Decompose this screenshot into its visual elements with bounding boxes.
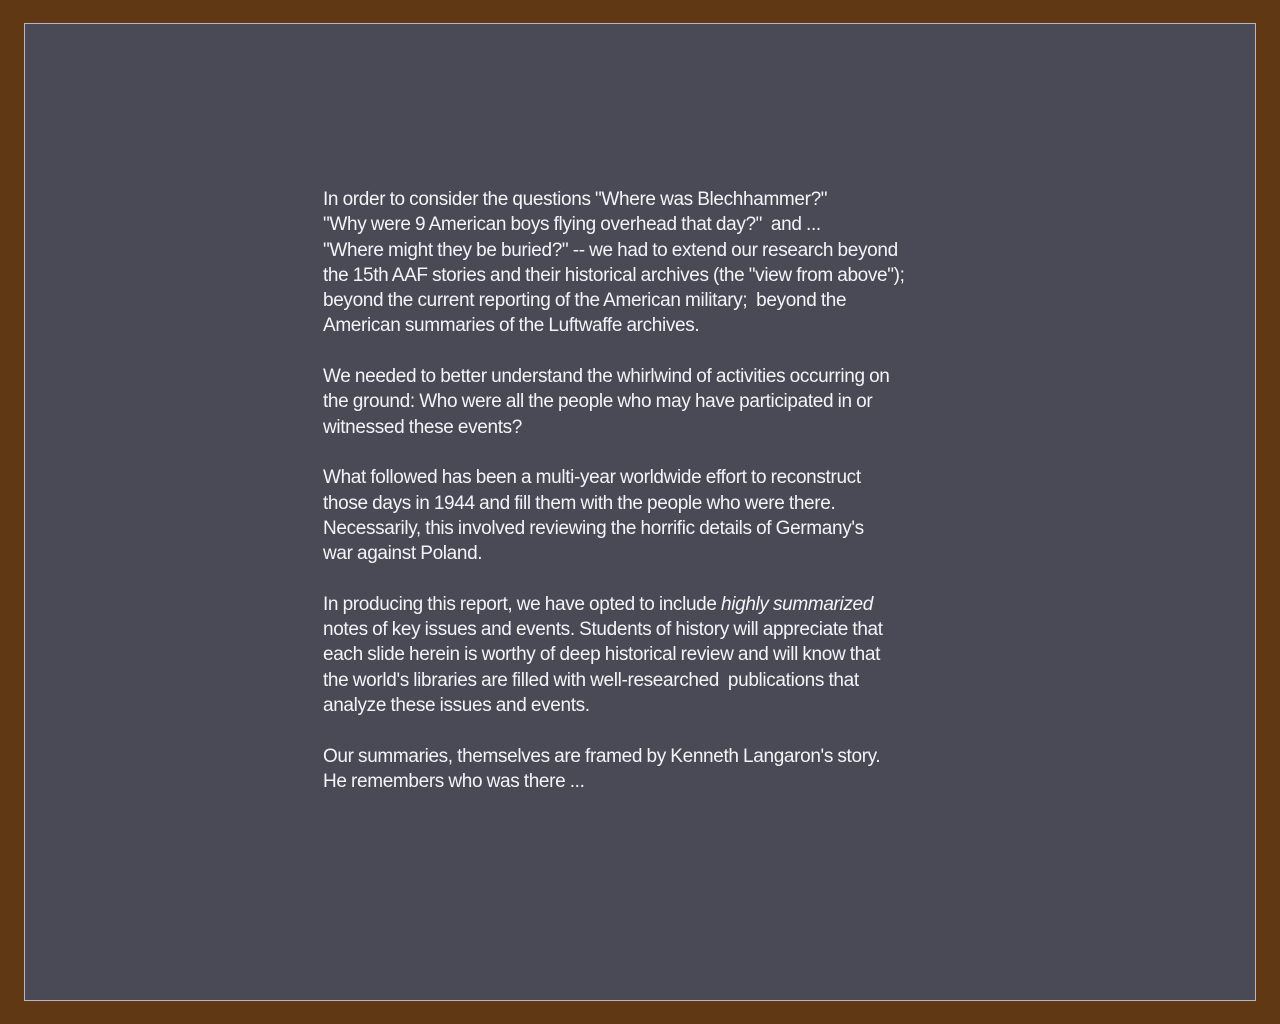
text-line: analyze these issues and events.	[323, 694, 590, 716]
text-line: "Where might they be buried?" -- we had to extend our research beyond	[323, 239, 898, 261]
text-line: those days in 1944 and fill them with the people who were there.	[323, 492, 836, 514]
text-line: Necessarily, this involved reviewing the horrific details of Germany's	[323, 517, 864, 539]
text-line: witnessed these events?	[323, 416, 523, 438]
text-line: notes of key issues and events. Students of history will appreciate that	[323, 619, 883, 641]
text-line: "Why were 9 American boys flying overhead that day?" and ...	[323, 214, 821, 236]
text-line: Our summaries, themselves are framed by Kenneth Langaron's story.	[323, 745, 881, 767]
text-fragment: In producing this report, we have opted to include	[323, 593, 722, 615]
text-line: American summaries of the Luftwaffe archives.	[323, 315, 700, 337]
text-line: the 15th AAF stories and their historical archives (the "view from above");	[323, 264, 905, 286]
paragraph-research-questions	[323, 187, 983, 339]
paragraph-langaron-story	[323, 744, 983, 795]
paragraph-worldwide-effort	[323, 465, 983, 566]
text-line: What followed has been a multi-year worldwide effort to reconstruct	[323, 467, 861, 489]
emphasized-text: highly summarized	[721, 593, 873, 615]
narrative-text-block	[323, 187, 983, 819]
paragraph-ground-activities	[323, 364, 983, 440]
text-line: beyond the current reporting of the American military; beyond the	[323, 290, 847, 312]
text-line: war against Poland.	[323, 543, 483, 565]
slide-panel	[24, 23, 1256, 1001]
text-line: the ground: Who were all the people who may have participated in or	[323, 391, 873, 413]
text-line: the world's libraries are filled with well-researched publications that	[323, 669, 859, 691]
text-line: We needed to better understand the whirlwind of activities occurring on	[323, 366, 890, 388]
text-line: In order to consider the questions "Where was Blechhammer?"	[323, 189, 828, 210]
text-line	[323, 592, 983, 617]
text-line: He remembers who was there ...	[323, 770, 585, 792]
text-line: each slide herein is worthy of deep historical review and will know that	[323, 644, 881, 666]
paragraph-report-summary	[323, 592, 983, 718]
